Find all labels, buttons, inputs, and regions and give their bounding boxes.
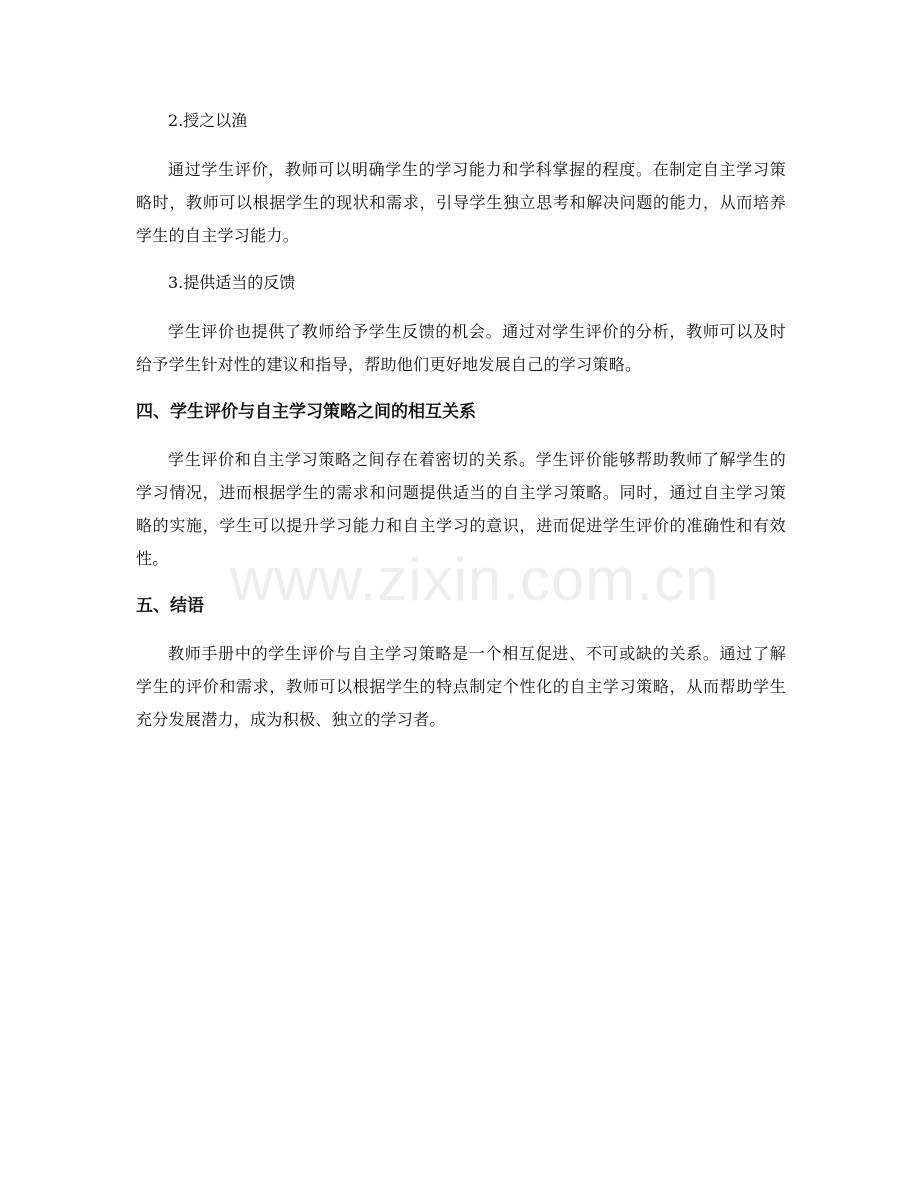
paragraph-conclusion: 教师手册中的学生评价与自主学习策略是一个相互促进、不可或缺的关系。通过了解学生的评价和需求，教师可以根据学生的特点制定个性化的自主学习策略，从而帮助学生充分发展潜力，成为积极、独立的学习者。 <box>136 644 786 729</box>
watermark: www.zixin.com.cn <box>230 546 720 613</box>
subheading-teach-to-fish: 2.授之以渔 <box>168 111 248 130</box>
paragraph-feedback: 学生评价也提供了教师给予学生反馈的机会。通过对学生评价的分析，教师可以及时给予学生针对性的建议和指导，帮助他们更好地发展自己的学习策略。 <box>136 322 786 374</box>
subheading-feedback: 3.提供适当的反馈 <box>168 273 296 292</box>
document-body <box>136 107 786 753</box>
paragraph-teach-to-fish: 通过学生评价，教师可以明确学生的学习能力和学科掌握的程度。在制定自主学习策略时，教师可以根据学生的现状和需求，引导学生独立思考和解决问题的能力，从而培养学生的自主学习能力。 <box>136 160 786 245</box>
section-title-conclusion: 五、结语 <box>136 596 204 616</box>
section-title-relationship: 四、学生评价与自主学习策略之间的相互关系 <box>136 402 476 422</box>
paragraph-relationship: 学生评价和自主学习策略之间存在着密切的关系。学生评价能够帮助教师了解学生的学习情况，进而根据学生的需求和问题提供适当的自主学习策略。同时，通过自主学习策略的实施，学生可以提升学习能力和自主学习的意识，进而促进学生评价的准确性和有效性。 <box>136 450 786 568</box>
